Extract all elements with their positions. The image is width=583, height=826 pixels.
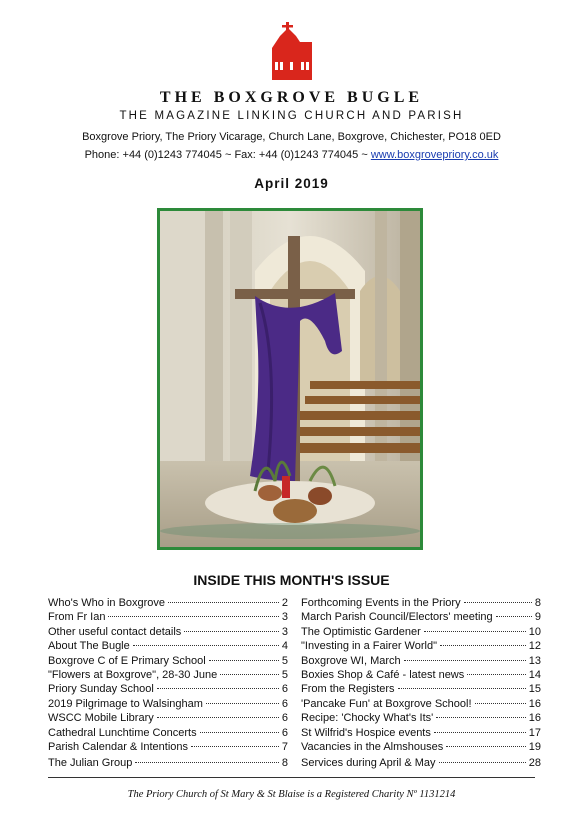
contents-entry-leader [424, 631, 526, 632]
contents-entry-leader [439, 762, 526, 763]
contents-entry-title: Cathedral Lunchtime Concerts [48, 726, 197, 739]
contact-line [0, 149, 583, 161]
contents-entry-title: From Fr Ian [48, 611, 106, 624]
contents-entry[interactable] [48, 757, 288, 771]
church-interior-cross-photo-icon [160, 211, 420, 547]
contents-entry[interactable] [48, 597, 288, 611]
contents-entry-title: The Julian Group [48, 757, 133, 770]
contents-entry-title: Recipe: 'Chocky What's Its' [301, 712, 434, 725]
contents-entry-title: Priory Sunday School [48, 683, 154, 696]
contents-entry-leader [404, 660, 526, 661]
contents-entry[interactable] [48, 698, 288, 712]
footer-divider [48, 777, 535, 778]
contents-entry-leader [191, 746, 279, 747]
contents-entry-leader [108, 616, 278, 617]
contents-entry-title: Services during April & May [301, 757, 436, 770]
church-tower-logo [266, 22, 318, 80]
contents-entry-page: 6 [281, 697, 288, 710]
contents-entry[interactable] [301, 698, 541, 712]
contents-entry-page: 8 [281, 757, 288, 770]
contents-entry-page: 6 [281, 726, 288, 739]
contents-entry-leader [184, 631, 279, 632]
contents-entry[interactable] [301, 712, 541, 726]
contents-entry[interactable] [301, 683, 541, 697]
contents-entry-leader [496, 616, 532, 617]
contents-entry-title: 'Pancake Fun' at Boxgrove School! [301, 697, 472, 710]
magazine-title: THE BOXGROVE BUGLE [159, 89, 424, 106]
contents-entry-page: 10 [528, 625, 541, 638]
contents-entry[interactable] [48, 655, 288, 669]
contents-entry-leader [157, 717, 279, 718]
contents-entry-title: "Investing in a Fairer World" [301, 640, 437, 653]
contents-entry-page: 13 [528, 654, 541, 667]
contents-entry-leader [206, 703, 279, 704]
contents-entry-title: Other useful contact details [48, 625, 182, 638]
contents-entry[interactable] [301, 741, 541, 755]
contents-entry-leader [436, 717, 526, 718]
contents-entry-leader [446, 746, 525, 747]
contents-entry-title: The Optimistic Gardener [301, 625, 421, 638]
contents-entry[interactable] [301, 611, 541, 625]
contents-entry[interactable] [48, 640, 288, 654]
contents-entry[interactable] [301, 669, 541, 683]
contents-entry-leader [398, 688, 526, 689]
contents-entry[interactable] [301, 626, 541, 640]
contents-entry-page: 3 [281, 625, 288, 638]
red-church-tower-icon [266, 22, 318, 80]
contents-entry[interactable] [301, 757, 541, 771]
cover-photo [157, 208, 423, 550]
contents-heading: INSIDE THIS MONTH'S ISSUE [193, 572, 390, 588]
contents-left-column [48, 597, 288, 772]
contents-entry-leader [135, 762, 278, 763]
contents-entry-page: 19 [528, 740, 541, 753]
contents-entry-page: 7 [281, 740, 288, 753]
contents-entry[interactable] [48, 669, 288, 683]
contents-entry-page: 6 [281, 712, 288, 725]
contents-entry-page: 2 [281, 597, 288, 609]
contents-entry-title: St Wilfrid's Hospice events [301, 726, 431, 739]
contents-entry-leader [467, 674, 526, 675]
contents-entry-page: 17 [528, 726, 541, 739]
contents-entry[interactable] [48, 712, 288, 726]
contents-entry-page: 16 [528, 697, 541, 710]
contents-entry[interactable] [48, 727, 288, 741]
contents-entry-title: WSCC Mobile Library [48, 712, 154, 725]
contents-entry-page: 14 [528, 668, 541, 681]
contents-entry-title: "Flowers at Boxgrove", 28-30 June [48, 668, 218, 681]
contents-entry[interactable] [301, 597, 541, 611]
contents-entry[interactable] [301, 727, 541, 741]
charity-statement: The Priory Church of St Mary & St Blaise is a Registered Charity Nº 1131214 [127, 789, 456, 800]
contents-entry-page: 16 [528, 712, 541, 725]
contents-entry-title: Forthcoming Events in the Priory [301, 597, 461, 609]
contents-entry-leader [220, 674, 279, 675]
contents-entry-leader [157, 688, 279, 689]
contents-entry-leader [475, 703, 526, 704]
contents-entry-title: Boxgrove C of E Primary School [48, 654, 206, 667]
contents-entry-page: 6 [281, 683, 288, 696]
contents-entry-title: March Parish Council/Electors' meeting [301, 611, 493, 624]
contents-entry-title: Parish Calendar & Intentions [48, 740, 189, 753]
contents-entry-title: Boxies Shop & Café - latest news [301, 668, 465, 681]
contents-entry-page: 4 [281, 640, 288, 653]
contents-entry[interactable] [48, 741, 288, 755]
contents-entry-leader [434, 732, 526, 733]
contents-entry-title: Boxgrove WI, March [301, 654, 401, 667]
magazine-subtitle: THE MAGAZINE LINKING CHURCH AND PARISH [119, 110, 464, 122]
issue-date: April 2019 [254, 176, 329, 191]
contents-entry-leader [168, 602, 279, 603]
contents-entry[interactable] [301, 655, 541, 669]
contents-entry-leader [133, 645, 279, 646]
contents-entry-leader [200, 732, 279, 733]
contents-entry[interactable] [48, 611, 288, 625]
contents-entry-leader [209, 660, 279, 661]
contents-entry-page: 28 [528, 757, 541, 770]
contents-right-column [301, 597, 541, 772]
phone-fax-text: Phone: +44 (0)1243 774045 ~ Fax: +44 (0)1243 774045 ~ [84, 149, 368, 161]
contents-entry-page: 12 [528, 640, 541, 653]
contents-entry-leader [464, 602, 532, 603]
contents-entry[interactable] [48, 626, 288, 640]
contents-entry-page: 9 [534, 611, 541, 624]
address-line: Boxgrove Priory, The Priory Vicarage, Church Lane, Boxgrove, Chichester, PO18 0ED [82, 131, 501, 143]
contents-entry-title: Who's Who in Boxgrove [48, 597, 166, 609]
contents-entry-page: 8 [534, 597, 541, 609]
contents-entry-title: 2019 Pilgrimage to Walsingham [48, 697, 203, 710]
contents-entry-page: 3 [281, 611, 288, 624]
contents-entry-title: Vacancies in the Almshouses [301, 740, 444, 753]
contents-entry[interactable] [48, 683, 288, 697]
contents-entry-page: 5 [281, 668, 288, 681]
contents-entry-leader [440, 645, 526, 646]
contents-entry[interactable] [301, 640, 541, 654]
contents-entry-title: About The Bugle [48, 640, 130, 653]
contents-entry-page: 5 [281, 654, 288, 667]
contents-entry-page: 15 [528, 683, 541, 696]
contents-entry-title: From the Registers [301, 683, 395, 696]
website-link[interactable]: www.boxgrovepriory.co.uk [370, 149, 499, 161]
